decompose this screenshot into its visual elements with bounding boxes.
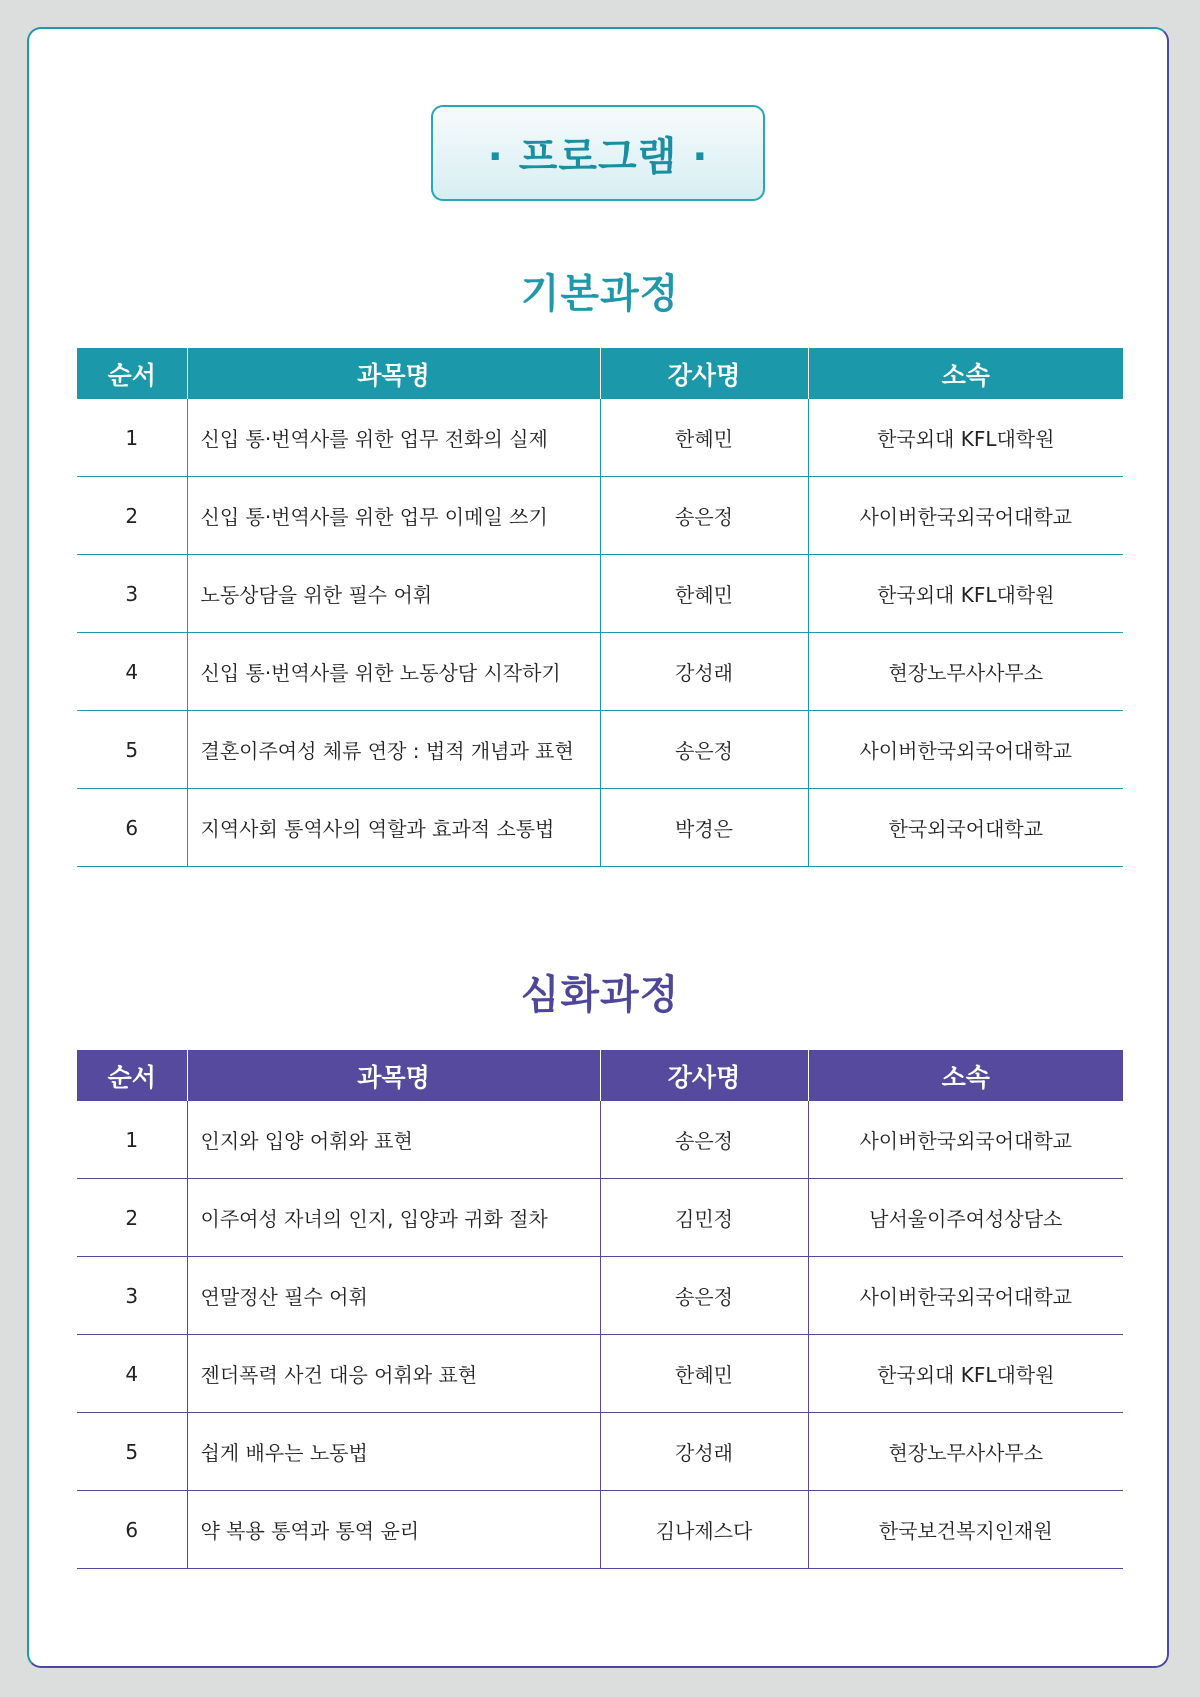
cell-affiliation: 남서울이주여성상담소: [808, 1179, 1123, 1257]
cell-subject: 노동상담을 위한 필수 어휘: [187, 555, 600, 633]
header-instructor: 강사명: [600, 1050, 808, 1101]
program-title: · 프로그램 ·: [487, 133, 709, 180]
table-row: [77, 1335, 1123, 1413]
table-header-row: [77, 348, 1123, 399]
cell-subject: 신입 통·번역사를 위한 업무 전화의 실제: [187, 399, 600, 477]
cell-instructor: 강성래: [600, 633, 808, 711]
cell-affiliation: 사이버한국외국어대학교: [808, 1101, 1123, 1179]
table-row: [77, 789, 1123, 867]
header-subject: 과목명: [187, 1050, 600, 1101]
cell-subject: 젠더폭력 사건 대응 어휘와 표현: [187, 1335, 600, 1413]
cell-instructor: 한혜민: [600, 1335, 808, 1413]
table-row: [77, 1257, 1123, 1335]
cell-affiliation: 사이버한국외국어대학교: [808, 477, 1123, 555]
cell-order: 5: [77, 1413, 187, 1491]
cell-affiliation: 현장노무사사무소: [808, 1413, 1123, 1491]
cell-subject: 신입 통·번역사를 위한 노동상담 시작하기: [187, 633, 600, 711]
header-order: 순서: [77, 348, 187, 399]
header-order: 순서: [77, 1050, 187, 1101]
header-affiliation: 소속: [808, 348, 1123, 399]
cell-subject: 약 복용 통역과 통역 윤리: [187, 1491, 600, 1569]
cell-order: 4: [77, 633, 187, 711]
cell-subject: 지역사회 통역사의 역할과 효과적 소통법: [187, 789, 600, 867]
cell-subject: 연말정산 필수 어휘: [187, 1257, 600, 1335]
table-row: [77, 477, 1123, 555]
cell-order: 3: [77, 1257, 187, 1335]
table-header-row: [77, 1050, 1123, 1101]
cell-instructor: 강성래: [600, 1413, 808, 1491]
cell-instructor: 송은정: [600, 477, 808, 555]
cell-order: 6: [77, 789, 187, 867]
cell-order: 2: [77, 1179, 187, 1257]
table-row: [77, 633, 1123, 711]
cell-affiliation: 한국보건복지인재원: [808, 1491, 1123, 1569]
table-row: [77, 711, 1123, 789]
table-row: [77, 1179, 1123, 1257]
cell-order: 5: [77, 711, 187, 789]
basic-course-title: 기본과정: [520, 271, 680, 317]
cell-instructor: 박경은: [600, 789, 808, 867]
cell-order: 2: [77, 477, 187, 555]
cell-affiliation: 한국외국어대학교: [808, 789, 1123, 867]
table-row: [77, 1491, 1123, 1569]
cell-order: 3: [77, 555, 187, 633]
cell-order: 4: [77, 1335, 187, 1413]
cell-instructor: 송은정: [600, 1257, 808, 1335]
header-instructor: 강사명: [600, 348, 808, 399]
cell-subject: 인지와 입양 어휘와 표현: [187, 1101, 600, 1179]
cell-affiliation: 사이버한국외국어대학교: [808, 711, 1123, 789]
basic-course-table: [77, 348, 1123, 867]
table-row: [77, 1101, 1123, 1179]
cell-instructor: 송은정: [600, 711, 808, 789]
cell-subject: 이주여성 자녀의 인지, 입양과 귀화 절차: [187, 1179, 600, 1257]
cell-subject: 결혼이주여성 체류 연장 : 법적 개념과 표현: [187, 711, 600, 789]
cell-subject: 쉽게 배우는 노동법: [187, 1413, 600, 1491]
table-row: [77, 1413, 1123, 1491]
cell-instructor: 송은정: [600, 1101, 808, 1179]
cell-instructor: 한혜민: [600, 555, 808, 633]
cell-order: 6: [77, 1491, 187, 1569]
cell-instructor: 김나제스다: [600, 1491, 808, 1569]
program-title-box: [431, 105, 765, 201]
cell-affiliation: 현장노무사사무소: [808, 633, 1123, 711]
cell-affiliation: 한국외대 KFL대학원: [808, 399, 1123, 477]
cell-instructor: 한혜민: [600, 399, 808, 477]
advanced-course-table: [77, 1050, 1123, 1569]
header-subject: 과목명: [187, 348, 600, 399]
cell-order: 1: [77, 1101, 187, 1179]
cell-order: 1: [77, 399, 187, 477]
header-affiliation: 소속: [808, 1050, 1123, 1101]
cell-subject: 신입 통·번역사를 위한 업무 이메일 쓰기: [187, 477, 600, 555]
table-row: [77, 399, 1123, 477]
cell-affiliation: 한국외대 KFL대학원: [808, 555, 1123, 633]
cell-affiliation: 사이버한국외국어대학교: [808, 1257, 1123, 1335]
table-row: [77, 555, 1123, 633]
cell-affiliation: 한국외대 KFL대학원: [808, 1335, 1123, 1413]
cell-instructor: 김민정: [600, 1179, 808, 1257]
advanced-course-title: 심화과정: [520, 972, 680, 1018]
